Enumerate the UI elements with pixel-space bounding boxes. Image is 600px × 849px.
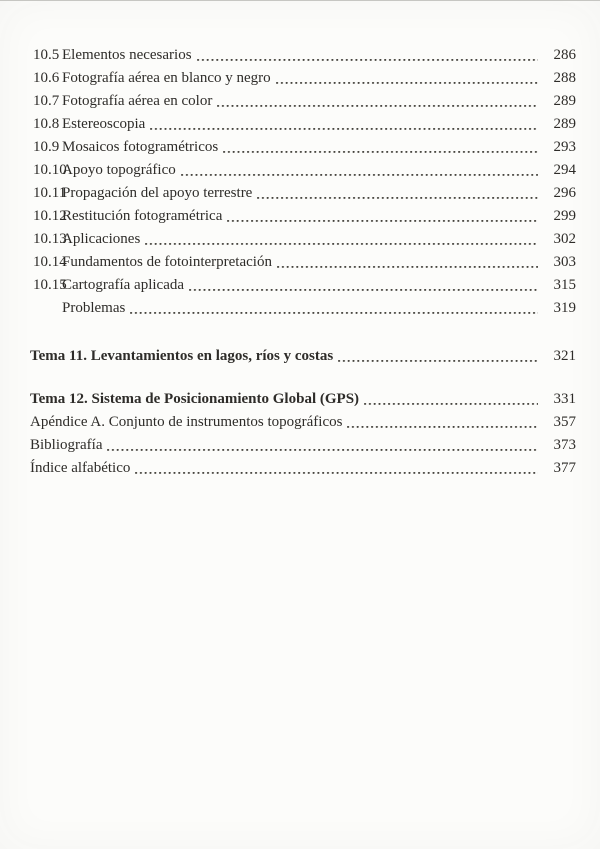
dot-leader — [364, 390, 538, 409]
toc-entry-page: 303 — [553, 254, 576, 270]
toc-entry-title: Estereoscopia — [62, 116, 146, 132]
toc-chapter-entry — [30, 343, 576, 366]
toc-entry — [33, 226, 576, 249]
toc-entry-number: 10.15 — [33, 277, 67, 293]
dot-leader — [217, 92, 538, 111]
toc-entry-page: 315 — [553, 277, 576, 293]
toc-chapter-entry — [30, 409, 576, 432]
toc-chapter-title: Tema 11. Levantamientos en lagos, ríos y costas — [30, 348, 334, 364]
toc-chapter-entry — [30, 432, 576, 455]
toc-entry — [33, 134, 576, 157]
toc-entry-page: 289 — [553, 116, 576, 132]
dot-leader — [338, 347, 538, 366]
toc-chapter-list — [30, 343, 576, 478]
toc-entry — [33, 272, 576, 295]
toc-entry-number: 10.13 — [33, 231, 67, 247]
dot-leader — [107, 436, 538, 455]
toc-entry-page: 286 — [553, 47, 576, 63]
toc-entry-page: 302 — [553, 231, 576, 247]
toc-chapter-page: 357 — [553, 414, 576, 430]
toc-entry — [33, 42, 576, 65]
toc-entry-title: Apoyo topográfico — [62, 162, 176, 178]
toc-entry-page: 296 — [553, 185, 576, 201]
dot-leader — [130, 299, 538, 318]
toc-entry-number: 10.9 — [33, 139, 60, 155]
toc-entry-page: 294 — [553, 162, 576, 178]
toc-chapter-entry — [30, 455, 576, 478]
toc-entry — [33, 111, 576, 134]
toc-entry — [33, 295, 576, 318]
toc-chapter-page: 331 — [553, 391, 576, 407]
toc-entry-title: Problemas — [62, 300, 126, 316]
toc-entry-page: 299 — [553, 208, 576, 224]
dot-leader — [181, 161, 538, 180]
toc-entry-number: 10.8 — [33, 116, 60, 132]
toc-entry — [33, 88, 576, 111]
toc-entry — [33, 203, 576, 226]
dot-leader — [145, 230, 538, 249]
toc-entry-title: Propagación del apoyo terrestre — [62, 185, 253, 201]
toc-entry — [33, 249, 576, 272]
table-of-contents — [0, 1, 600, 478]
dot-leader — [227, 207, 538, 226]
toc-entry-number: 10.6 — [33, 70, 60, 86]
toc-entry — [33, 65, 576, 88]
toc-entry-title: Fotografía aérea en color — [62, 93, 213, 109]
toc-chapter-entry — [30, 386, 576, 409]
dot-leader — [150, 115, 538, 134]
toc-entry-title: Restitución fotogramétrica — [62, 208, 223, 224]
dot-leader — [347, 413, 538, 432]
toc-entry-number: 10.5 — [33, 47, 60, 63]
toc-entry-title: Aplicaciones — [62, 231, 141, 247]
toc-section-list — [33, 42, 576, 318]
toc-chapter-page: 373 — [553, 437, 576, 453]
toc-chapter-title: Apéndice A. Conjunto de instrumentos topográficos — [30, 414, 343, 430]
dot-leader — [223, 138, 538, 157]
toc-entry-number: 10.7 — [33, 93, 60, 109]
dot-leader — [189, 276, 538, 295]
toc-chapter-title: Bibliografía — [30, 437, 103, 453]
toc-entry-page: 319 — [553, 300, 576, 316]
toc-entry-number: 10.12 — [33, 208, 67, 224]
toc-entry-number: 10.14 — [33, 254, 67, 270]
dot-leader — [257, 184, 538, 203]
toc-entry-number: 10.11 — [33, 185, 67, 201]
dot-leader — [135, 459, 538, 478]
toc-entry-title: Fundamentos de fotointerpretación — [62, 254, 272, 270]
toc-entry-title: Elementos necesarios — [62, 47, 192, 63]
dot-leader — [277, 253, 538, 272]
toc-entry-page: 288 — [553, 70, 576, 86]
toc-entry — [33, 157, 576, 180]
toc-chapter-page: 377 — [553, 460, 576, 476]
toc-chapter-title: Índice alfabético — [30, 460, 131, 476]
toc-entry-number: 10.10 — [33, 162, 67, 178]
toc-chapter-page: 321 — [553, 348, 576, 364]
toc-entry-title: Cartografía aplicada — [62, 277, 185, 293]
toc-chapter-title: Tema 12. Sistema de Posicionamiento Global (GPS) — [30, 391, 360, 407]
dot-leader — [197, 46, 538, 65]
toc-entry-title: Mosaicos fotogramétricos — [62, 139, 219, 155]
dot-leader — [276, 69, 538, 88]
toc-entry-title: Fotografía aérea en blanco y negro — [62, 70, 271, 86]
toc-entry-page: 293 — [553, 139, 576, 155]
toc-entry-page: 289 — [553, 93, 576, 109]
toc-entry — [33, 180, 576, 203]
